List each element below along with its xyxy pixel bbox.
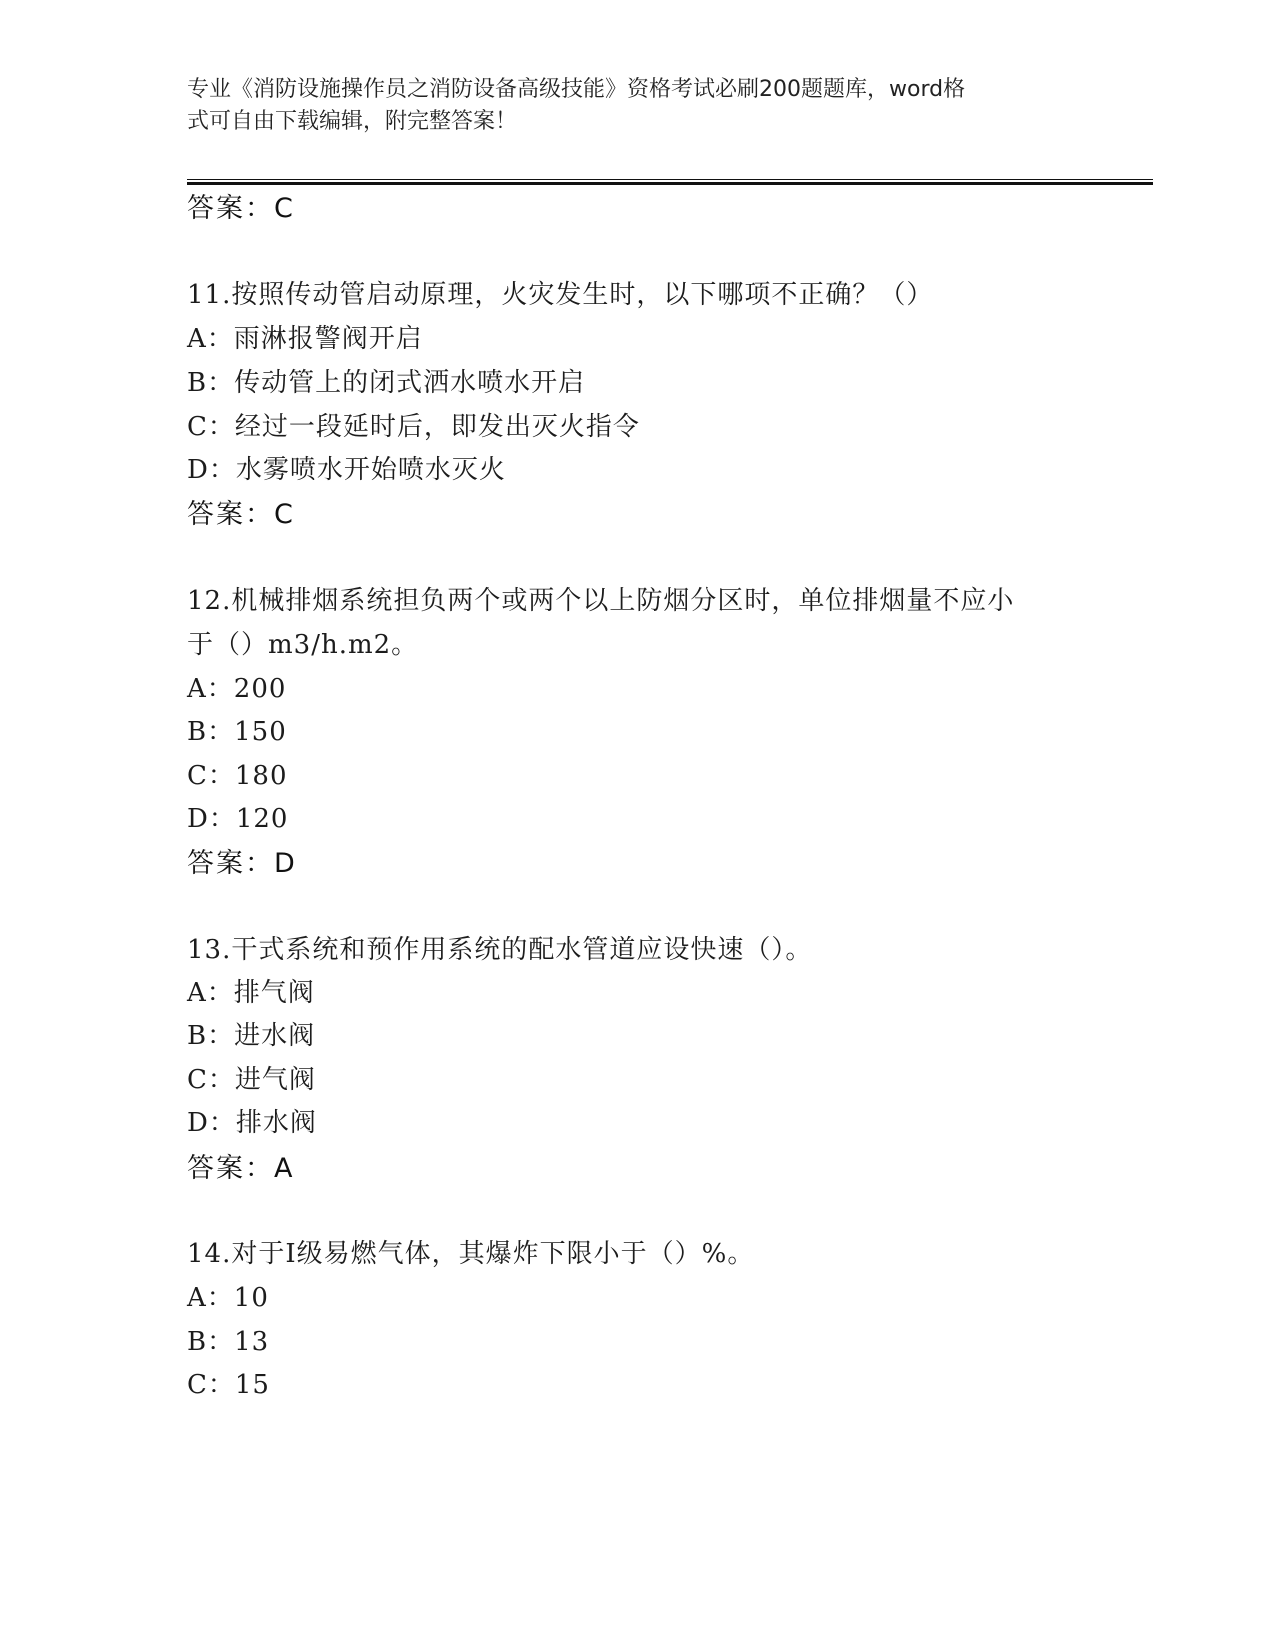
answer-label: 答案： — [187, 1153, 274, 1184]
answer-prev — [187, 186, 293, 225]
header-line-2: 式可自由下载编辑，附完整答案！ — [187, 109, 518, 134]
question-13-option-c: C：进气阀 — [187, 1065, 316, 1095]
question-13-answer — [187, 1146, 292, 1185]
answer-label: 答案： — [187, 193, 274, 224]
question-12-stem-line-1: 12.机械排烟系统担负两个或两个以上防烟分区时，单位排烟量不应小 — [187, 586, 1015, 616]
header-line-1: 专业《消防设施操作员之消防设备高级技能》资格考试必刷200题题库，word格 — [187, 77, 966, 102]
question-11-stem: 11.按照传动管启动原理，火灾发生时，以下哪项不正确？（） — [187, 280, 934, 310]
answer-label: 答案： — [187, 499, 274, 530]
answer-value: A — [274, 1153, 293, 1184]
question-12-stem-line-2: 于（）m3/h.m2。 — [187, 630, 419, 660]
question-11-option-b: B：传动管上的闭式洒水喷水开启 — [187, 368, 586, 398]
question-14-option-a: A：10 — [187, 1283, 269, 1313]
question-14-option-b: B：13 — [187, 1327, 270, 1357]
question-11-option-a: A：雨淋报警阀开启 — [187, 324, 423, 354]
question-12-answer — [187, 841, 295, 880]
answer-value: D — [274, 848, 295, 879]
question-12-option-c: C：180 — [187, 761, 288, 791]
question-13-option-a: A：排气阀 — [187, 978, 315, 1008]
question-13-stem: 13.干式系统和预作用系统的配水管道应设快速（）。 — [187, 935, 813, 965]
question-13-option-b: B：进水阀 — [187, 1021, 316, 1051]
question-11-option-c: C：经过一段延时后，即发出灭火指令 — [187, 412, 640, 442]
question-14-option-c: C：15 — [187, 1370, 270, 1400]
document-header — [187, 74, 1067, 138]
answer-value: C — [274, 193, 293, 224]
question-11-answer — [187, 492, 293, 531]
question-13-option-d: D：排水阀 — [187, 1108, 317, 1138]
answer-value: C — [274, 499, 293, 530]
question-11-option-d: D：水雾喷水开始喷水灭火 — [187, 455, 506, 485]
header-divider-thick — [187, 182, 1153, 185]
question-14-stem: 14.对于Ⅰ级易燃气体，其爆炸下限小于（）%。 — [187, 1239, 755, 1269]
question-12-option-b: B：150 — [187, 717, 287, 747]
answer-label: 答案： — [187, 848, 274, 879]
header-divider-thin — [187, 179, 1153, 180]
question-12-option-a: A：200 — [187, 674, 287, 704]
question-12-option-d: D：120 — [187, 804, 289, 834]
